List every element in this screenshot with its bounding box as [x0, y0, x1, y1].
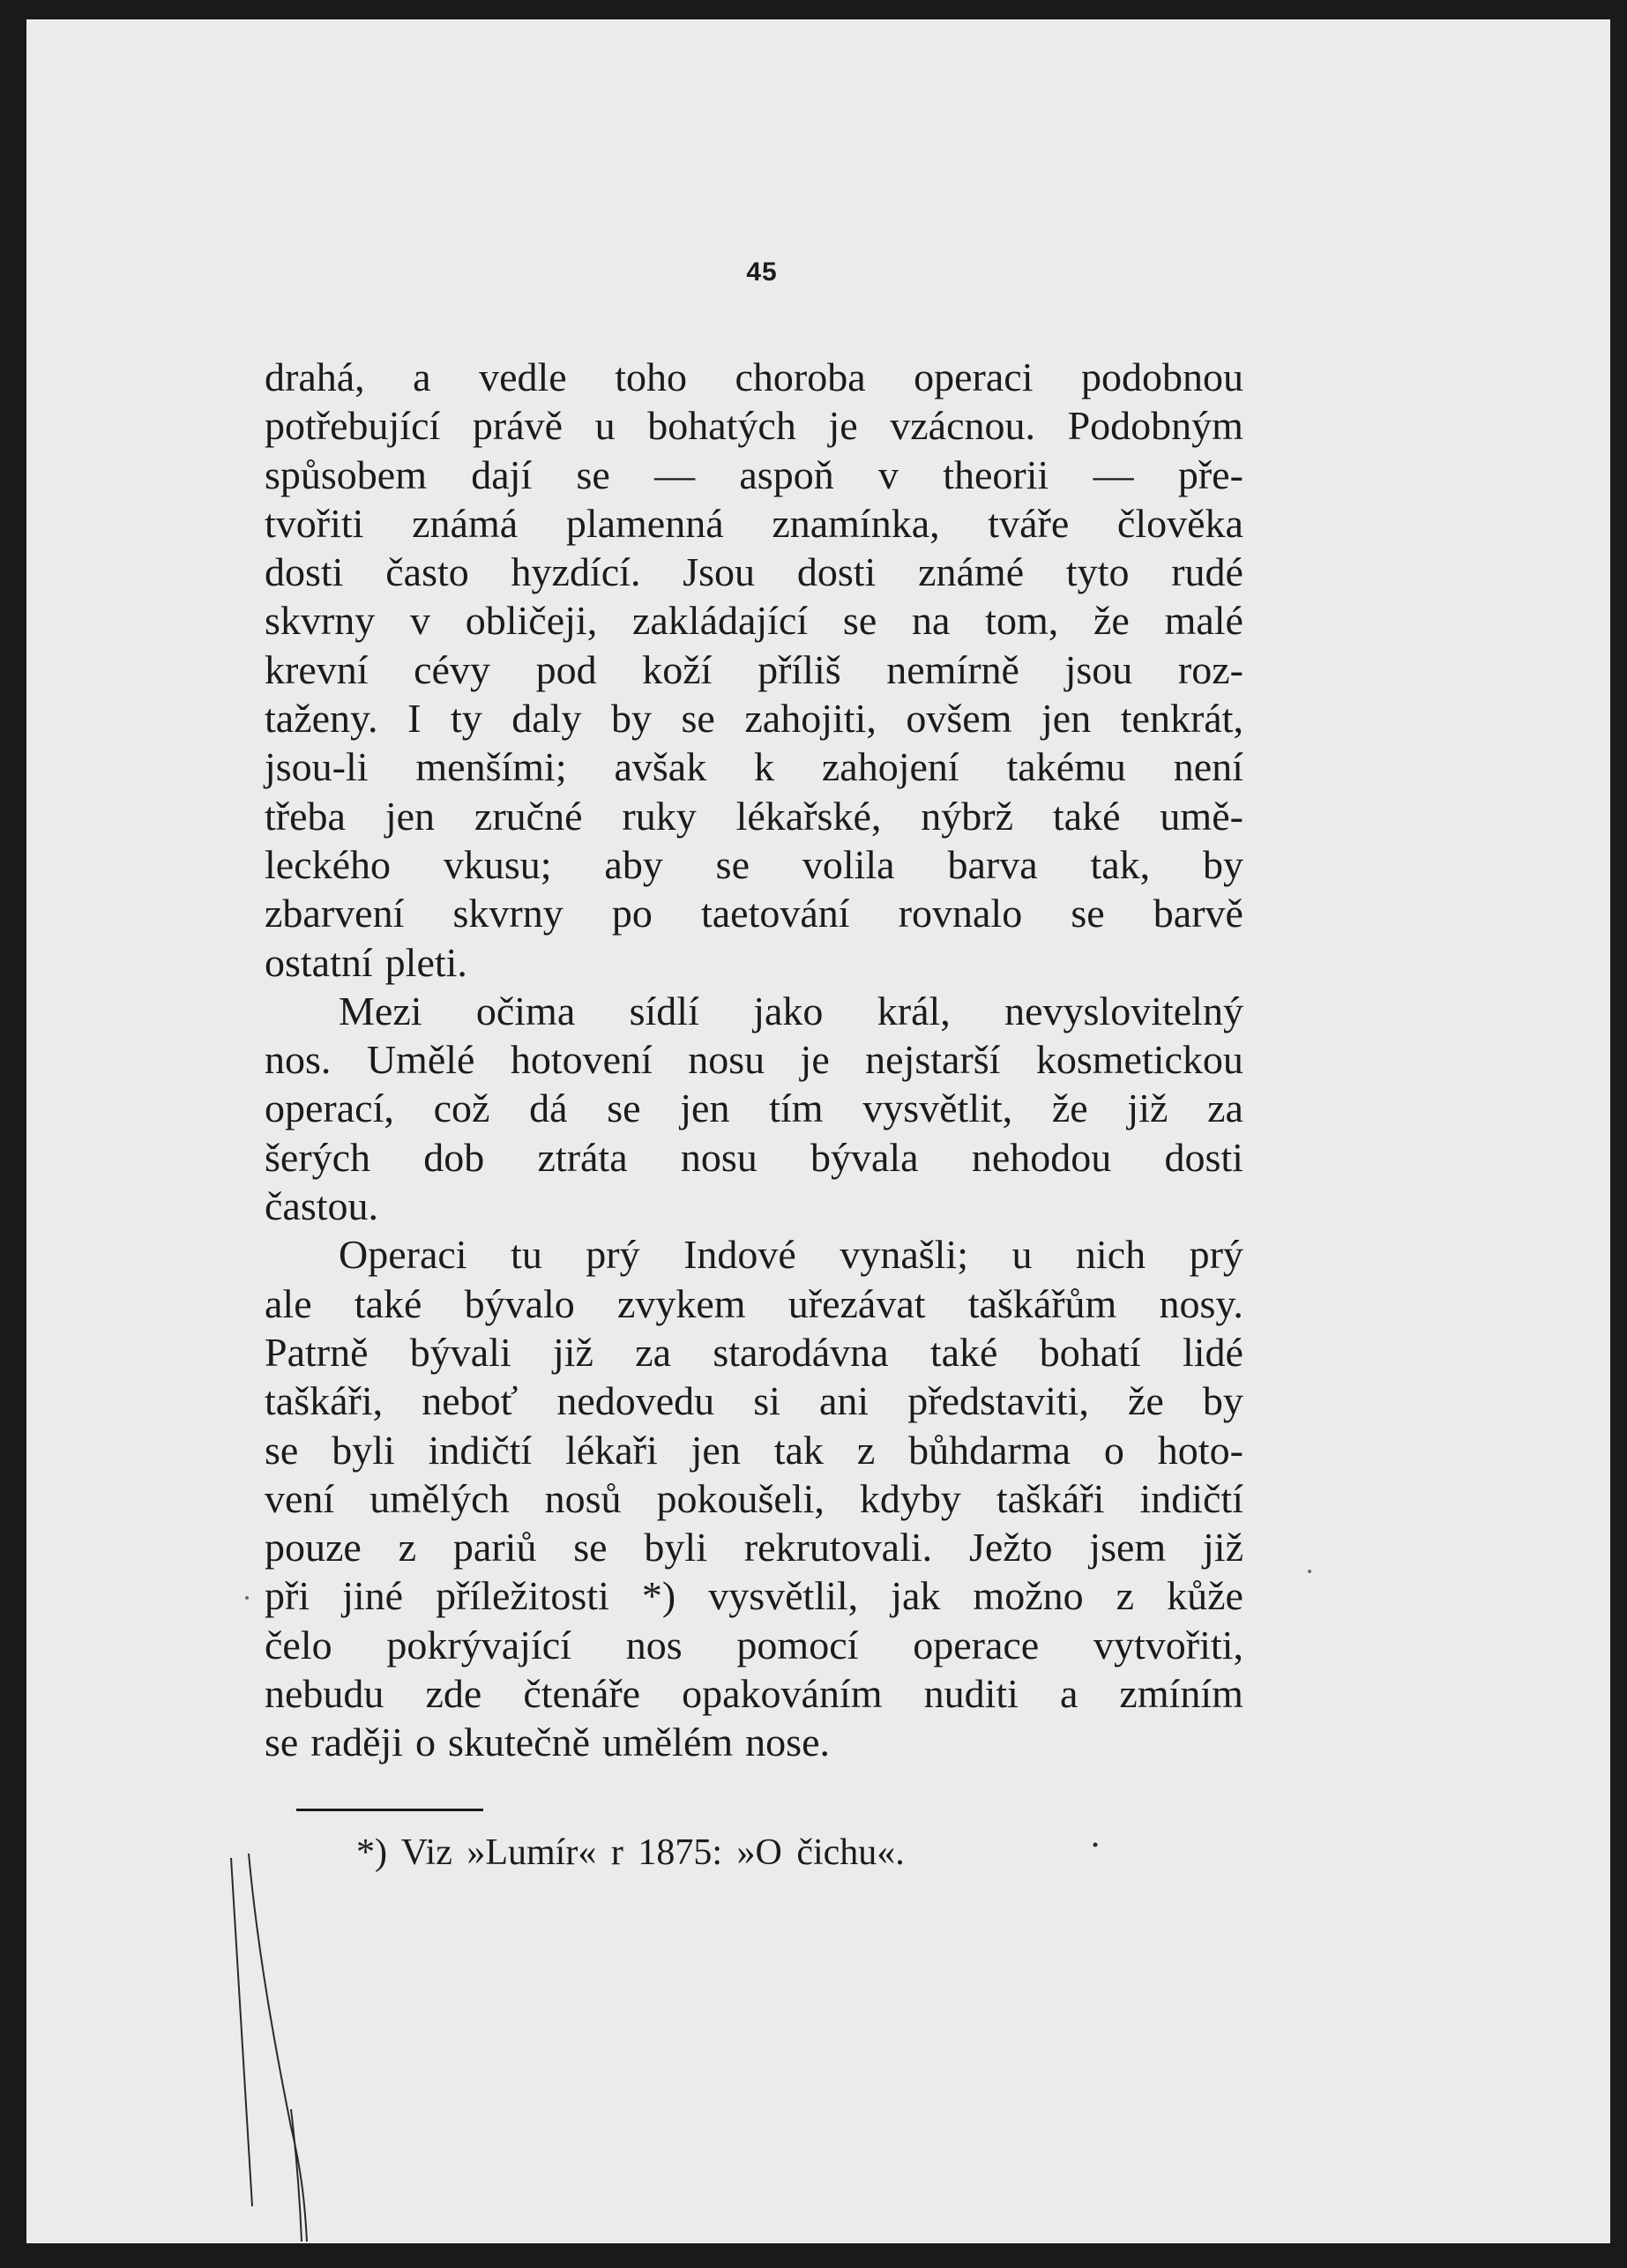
word: barva: [947, 841, 1038, 887]
word: představiti,: [907, 1378, 1089, 1424]
word: příliš: [758, 646, 841, 692]
word: taškáři,: [265, 1378, 384, 1424]
word: cévy: [414, 646, 490, 692]
text-line: [265, 1669, 1243, 1718]
speck: [245, 1596, 249, 1600]
word: zahojiti,: [744, 696, 877, 742]
word: častou.: [265, 1183, 379, 1229]
word: tím: [769, 1086, 824, 1131]
word: je: [828, 403, 858, 449]
text-line: [265, 548, 1243, 596]
word: zmíním: [1119, 1671, 1243, 1717]
word: zahojení: [821, 744, 959, 790]
word: o: [415, 1720, 437, 1765]
word: ostatní: [265, 939, 373, 985]
text-line: [265, 1133, 1243, 1182]
word: dosti: [1164, 1134, 1243, 1180]
word: avšak: [614, 744, 707, 790]
body-text: [265, 353, 1243, 1767]
word: taškáři: [996, 1475, 1105, 1521]
word: by: [1203, 841, 1243, 887]
word: ztráta: [537, 1134, 628, 1180]
word: opakováním: [682, 1671, 883, 1717]
word: nosů: [544, 1475, 622, 1521]
word: vysvětlil,: [708, 1573, 859, 1619]
word: se: [573, 1525, 608, 1570]
word: drahá,: [265, 354, 365, 399]
word: indičtí: [428, 1427, 533, 1473]
word: aby: [604, 841, 663, 887]
word: nýbrž: [921, 793, 1014, 839]
text-line: [265, 401, 1243, 450]
text-line: [265, 1328, 1243, 1376]
word: dají: [471, 451, 533, 497]
text-line: [265, 987, 1243, 1035]
text-line: [265, 694, 1243, 742]
word: koží: [642, 646, 713, 692]
word: Operaci: [339, 1232, 467, 1278]
word: hyzdící.: [511, 549, 641, 595]
word: bohatí: [1039, 1329, 1141, 1375]
word: theorii: [943, 451, 1049, 497]
word: nedovedu: [556, 1378, 715, 1424]
word: dá: [529, 1086, 568, 1131]
text-line: [265, 499, 1243, 548]
word: právě: [472, 403, 563, 449]
word: z: [398, 1525, 417, 1570]
word: vkusu;: [443, 841, 552, 887]
word: spůsobem: [265, 451, 427, 497]
word: lékařské,: [735, 793, 882, 839]
word: jen: [1041, 696, 1092, 742]
word: potřebující: [265, 403, 441, 449]
word: pod: [535, 646, 597, 692]
text-line: [265, 1621, 1243, 1669]
word: se: [681, 696, 715, 742]
word: že: [1128, 1378, 1164, 1424]
word: by: [1202, 1378, 1243, 1424]
word: že: [1093, 598, 1130, 644]
word: sídlí: [629, 988, 699, 1033]
word: aspoň: [739, 451, 834, 497]
word: za: [1207, 1086, 1243, 1131]
word: čtenáře: [523, 1671, 641, 1717]
word: znamínka,: [772, 500, 940, 546]
word: lékaři: [565, 1427, 658, 1473]
word: nosu: [688, 1037, 765, 1083]
word: se: [715, 841, 750, 887]
word: ani: [818, 1378, 869, 1424]
word: na: [912, 598, 951, 644]
word: zde: [425, 1671, 482, 1717]
word: jako: [753, 988, 824, 1033]
word: nos: [625, 1622, 683, 1667]
word: skutečně: [448, 1720, 590, 1765]
word: jsou: [1064, 646, 1133, 692]
word: po: [611, 891, 653, 936]
word: Mezi: [339, 988, 422, 1033]
word: Indové: [683, 1232, 796, 1278]
word: zvykem: [616, 1280, 746, 1326]
word: se: [265, 1427, 299, 1473]
word: pokoušeli,: [656, 1475, 825, 1521]
word: kdyby: [859, 1475, 961, 1521]
word: možno: [973, 1573, 1084, 1619]
word: dosti: [796, 549, 877, 595]
word: volila: [802, 841, 895, 887]
word: operaci: [914, 354, 1034, 399]
word: Patrně: [265, 1329, 369, 1375]
page-scan: [26, 19, 1610, 2243]
word: umě-: [1160, 793, 1243, 839]
word: neboť: [422, 1378, 519, 1424]
word: nehodou: [971, 1134, 1112, 1180]
word: z: [856, 1427, 876, 1473]
word: jsem: [1089, 1525, 1167, 1570]
word: příležitosti: [436, 1573, 609, 1619]
word: se: [607, 1086, 641, 1131]
word: hoto-: [1157, 1427, 1243, 1473]
word: kůže: [1167, 1573, 1243, 1619]
word: nose.: [745, 1720, 830, 1765]
word: *): [641, 1573, 676, 1619]
word: ovšem: [906, 696, 1012, 742]
word: očima: [475, 988, 576, 1033]
word: operací,: [265, 1086, 394, 1131]
word: Podobným: [1067, 403, 1243, 449]
word: skvrny: [452, 891, 563, 936]
word: a: [1059, 1671, 1078, 1717]
word: již: [1203, 1525, 1243, 1570]
word: choroba: [735, 354, 866, 399]
word: z: [1116, 1573, 1135, 1619]
word: uřezávat: [787, 1280, 926, 1326]
word: jiné: [342, 1573, 404, 1619]
word: se: [842, 598, 877, 644]
word: rudé: [1171, 549, 1243, 595]
word: při: [265, 1573, 310, 1619]
text-line: [265, 792, 1243, 840]
word: prý: [1189, 1232, 1243, 1278]
word: by: [610, 696, 652, 742]
speck: [1308, 1570, 1311, 1573]
word: král,: [877, 988, 951, 1033]
text-line: [265, 1718, 1243, 1766]
word: kosmetickou: [1035, 1037, 1243, 1083]
word: v: [877, 451, 899, 497]
word: prý: [586, 1232, 640, 1278]
word: člověka: [1116, 500, 1243, 546]
word: se: [265, 1720, 299, 1765]
word: pokrývající: [386, 1622, 571, 1667]
word: leckého: [265, 841, 392, 887]
footnote: *) Viz »Lumír« r 1875: »O čichu«.: [356, 1832, 905, 1873]
word: Ježto: [968, 1525, 1053, 1570]
binding-line-right: [291, 2109, 302, 2242]
word: barvě: [1153, 891, 1243, 936]
word: byli: [332, 1427, 395, 1473]
word: ty: [450, 696, 482, 742]
word: taženy.: [265, 696, 378, 742]
word: nos.: [265, 1037, 332, 1083]
word: o: [1103, 1427, 1124, 1473]
word: operace: [913, 1622, 1040, 1667]
word: raději: [310, 1720, 404, 1765]
word: je: [800, 1037, 830, 1083]
word: k: [754, 744, 775, 790]
word: nosu: [680, 1134, 758, 1180]
word: jen: [384, 793, 436, 839]
word: vytvořiti,: [1093, 1622, 1243, 1667]
word: tom,: [985, 598, 1059, 644]
word: nich: [1075, 1232, 1146, 1278]
binding-line-middle: [249, 1854, 307, 2242]
word: dosti: [265, 549, 344, 595]
word: u: [594, 403, 616, 449]
word: ale: [265, 1280, 312, 1326]
word: a: [413, 354, 431, 399]
word: vení: [265, 1475, 335, 1521]
text-line: [265, 1376, 1243, 1425]
word: bývali: [409, 1329, 511, 1375]
word: že: [1051, 1086, 1088, 1131]
word: takému: [1006, 744, 1126, 790]
word: nosy.: [1159, 1280, 1243, 1326]
word: starodávna: [713, 1329, 889, 1375]
word: se: [576, 451, 610, 497]
word: tváře: [988, 500, 1070, 546]
word: jen: [690, 1427, 741, 1473]
word: také: [354, 1280, 422, 1326]
word: taškářům: [967, 1280, 1117, 1326]
text-line: [265, 1474, 1243, 1523]
word: čelo: [265, 1622, 332, 1667]
word: Jsou: [683, 549, 756, 595]
text-line: [265, 1182, 1243, 1230]
word: zručné: [474, 793, 583, 839]
word: tyto: [1065, 549, 1130, 595]
word: pomocí: [736, 1622, 859, 1667]
word: umělých: [369, 1475, 510, 1521]
word: pře-: [1177, 451, 1243, 497]
text-line: [265, 1279, 1243, 1328]
word: v: [409, 598, 430, 644]
speck: [1093, 1843, 1098, 1847]
word: ruky: [622, 793, 697, 839]
word: bohatých: [647, 403, 796, 449]
word: vzácnou.: [890, 403, 1035, 449]
word: hotovení: [510, 1037, 653, 1083]
word: dob: [423, 1134, 485, 1180]
text-line: [265, 645, 1243, 694]
text-line: [265, 938, 1243, 987]
word: jak: [891, 1573, 941, 1619]
word: indičtí: [1139, 1475, 1243, 1521]
word: skvrny: [265, 598, 376, 644]
word: tenkrát,: [1120, 696, 1243, 742]
text-line: [265, 1426, 1243, 1474]
text-line: [265, 451, 1243, 499]
word: jen: [680, 1086, 730, 1131]
word: pleti.: [384, 939, 467, 985]
text-line: [265, 742, 1243, 791]
text-line: [265, 840, 1243, 889]
word: nuditi: [923, 1671, 1019, 1717]
word: za: [635, 1329, 672, 1375]
word: není: [1173, 744, 1243, 790]
word: bývala: [810, 1134, 919, 1180]
word: se: [1071, 891, 1105, 936]
text-line: [265, 889, 1243, 937]
word: také: [929, 1329, 998, 1375]
word: bůhdarma: [908, 1427, 1071, 1473]
word: vynašli;: [840, 1232, 968, 1278]
word: daly: [511, 696, 582, 742]
word: u: [1011, 1232, 1033, 1278]
word: jsou-li: [265, 744, 369, 790]
page-number: 45: [746, 257, 778, 287]
word: tu: [511, 1232, 542, 1278]
word: tvořiti: [265, 500, 364, 546]
word: si: [753, 1378, 780, 1424]
text-line: [265, 1523, 1243, 1571]
word: nemírně: [886, 646, 1019, 692]
word: tak,: [1090, 841, 1151, 887]
word: známé: [918, 549, 1025, 595]
word: rovnalo: [898, 891, 1023, 936]
word: pariů: [452, 1525, 537, 1570]
word: často: [385, 549, 469, 595]
text-line: [265, 1230, 1243, 1279]
text-line: [265, 1084, 1243, 1132]
word: byli: [644, 1525, 707, 1570]
word: roz-: [1177, 646, 1243, 692]
binding-line-left: [231, 1858, 252, 2206]
word: šerých: [265, 1134, 371, 1180]
text-line: [265, 596, 1243, 645]
word: vedle: [479, 354, 567, 399]
word: taetování: [700, 891, 850, 936]
word: lidé: [1182, 1329, 1243, 1375]
word: také: [1052, 793, 1121, 839]
word: krevní: [265, 646, 369, 692]
word: třeba: [265, 793, 346, 839]
word: malé: [1164, 598, 1243, 644]
word: nejstarší: [865, 1037, 1001, 1083]
text-line: [265, 1571, 1243, 1620]
word: již: [553, 1329, 593, 1375]
word: I: [407, 696, 422, 742]
word: nevyslovitelný: [1004, 988, 1243, 1033]
word: zakládající: [631, 598, 809, 644]
word: Umělé: [366, 1037, 475, 1083]
word: plamenná: [565, 500, 724, 546]
text-line: [265, 353, 1243, 401]
footnote-rule: [296, 1809, 483, 1811]
text-line: [265, 1035, 1243, 1084]
word: známá: [412, 500, 519, 546]
word: umělém: [601, 1720, 734, 1765]
word: menšími;: [415, 744, 567, 790]
word: již: [1127, 1086, 1168, 1131]
word: toho: [615, 354, 687, 399]
word: podobnou: [1081, 354, 1243, 399]
word: pouze: [265, 1525, 362, 1570]
word: nebudu: [265, 1671, 384, 1717]
word: tak: [773, 1427, 824, 1473]
word: zbarvení: [265, 891, 405, 936]
word: —: [654, 451, 696, 497]
word: vysvětlit,: [862, 1086, 1013, 1131]
word: obličeji,: [465, 598, 598, 644]
word: což: [433, 1086, 490, 1131]
word: rekrutovali.: [743, 1525, 933, 1570]
word: —: [1093, 451, 1134, 497]
word: bývalo: [464, 1280, 575, 1326]
